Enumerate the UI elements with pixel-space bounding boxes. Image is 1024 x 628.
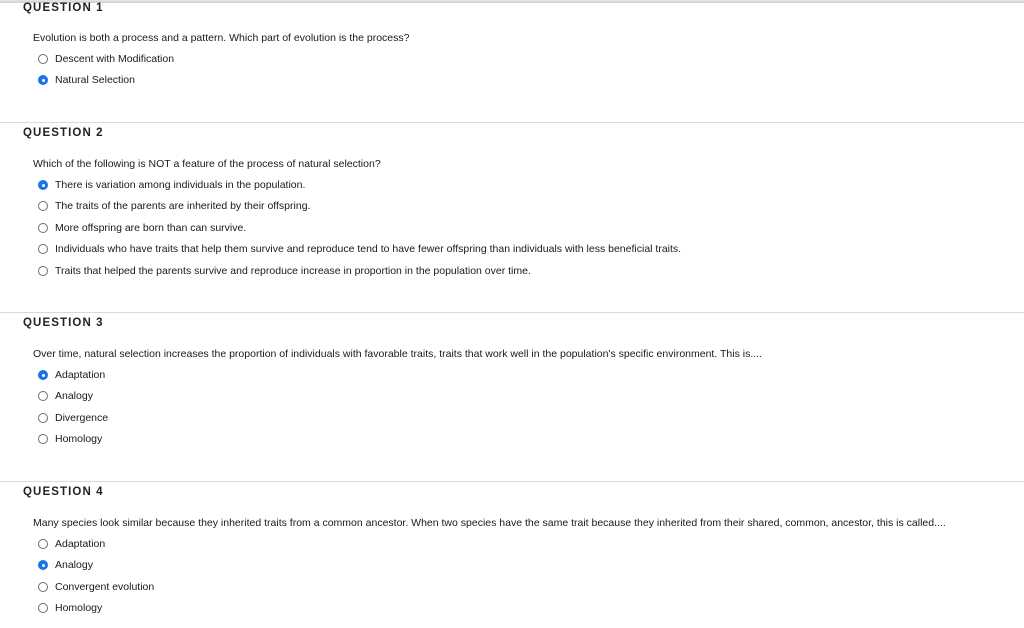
question-3 — [0, 312, 1024, 481]
answer-option-adaptation[interactable] — [38, 368, 105, 382]
answer-option-label: The traits of the parents are inherited by their offspring. — [55, 200, 311, 212]
question-header: QUESTION 4 — [23, 486, 104, 498]
answer-option-fewer-offspring[interactable] — [38, 242, 681, 256]
radio-button[interactable] — [38, 539, 48, 549]
answer-option-label: Adaptation — [55, 369, 106, 381]
answer-option-adaptation[interactable] — [38, 537, 105, 551]
question-header: QUESTION 3 — [23, 317, 104, 329]
question-prompt: Over time, natural selection increases the proportion of individuals with favorable traits, traits that work well in the population's specific environment. This is.... — [33, 348, 762, 360]
answer-option-label: Divergence — [55, 412, 109, 424]
question-divider — [0, 481, 1024, 482]
question-divider — [0, 0, 1024, 3]
radio-button-selected[interactable] — [38, 560, 48, 570]
answer-option-homology[interactable] — [38, 601, 102, 615]
answer-option-variation[interactable] — [38, 178, 305, 192]
answer-option-divergence[interactable] — [38, 411, 108, 425]
answer-option-traits-increase[interactable] — [38, 264, 531, 278]
radio-button[interactable] — [38, 582, 48, 592]
answer-option-label: Homology — [55, 433, 103, 445]
radio-button-selected[interactable] — [38, 75, 48, 85]
answer-option-convergent-evolution[interactable] — [38, 580, 154, 594]
question-1 — [0, 0, 1024, 122]
question-divider — [0, 122, 1024, 123]
answer-option-label: More offspring are born than can survive. — [55, 222, 247, 234]
answer-option-label: Descent with Modification — [55, 53, 175, 65]
answer-option-label: Adaptation — [55, 538, 106, 550]
radio-button[interactable] — [38, 54, 48, 64]
answer-option-traits-inherited[interactable] — [38, 199, 310, 213]
radio-button[interactable] — [38, 391, 48, 401]
question-header: QUESTION 2 — [23, 127, 104, 139]
answer-option-label: Convergent evolution — [55, 581, 155, 593]
answer-option-label: Analogy — [55, 559, 93, 571]
radio-button-selected[interactable] — [38, 180, 48, 190]
question-header: QUESTION 1 — [23, 2, 104, 14]
answer-option-label: Natural Selection — [55, 74, 135, 86]
question-2 — [0, 122, 1024, 312]
answer-option-more-offspring[interactable] — [38, 221, 246, 235]
answer-option-natural-selection[interactable] — [38, 73, 135, 87]
radio-button[interactable] — [38, 201, 48, 211]
answer-option-analogy[interactable] — [38, 558, 93, 572]
answer-option-homology[interactable] — [38, 432, 102, 446]
question-prompt: Evolution is both a process and a pattern. Which part of evolution is the process? — [33, 32, 410, 44]
answer-option-label: Homology — [55, 602, 103, 614]
radio-button[interactable] — [38, 266, 48, 276]
answer-option-label: Analogy — [55, 390, 93, 402]
answer-option-label: There is variation among individuals in the population. — [55, 179, 306, 191]
radio-button[interactable] — [38, 413, 48, 423]
question-prompt: Many species look similar because they inherited traits from a common ancestor. When two species have the same trait because they inherited from their shared, common, ancestor, this is called.... — [33, 517, 946, 529]
radio-button[interactable] — [38, 603, 48, 613]
radio-button[interactable] — [38, 223, 48, 233]
answer-option-label: Individuals who have traits that help them survive and reproduce tend to have fewer offspring than individuals with less beneficial traits. — [55, 243, 682, 255]
answer-option-label: Traits that helped the parents survive and reproduce increase in proportion in the population over time. — [55, 265, 531, 277]
radio-button[interactable] — [38, 244, 48, 254]
question-prompt: Which of the following is NOT a feature of the process of natural selection? — [33, 158, 381, 170]
answer-option-descent-with-modification[interactable] — [38, 52, 174, 66]
answer-option-analogy[interactable] — [38, 389, 93, 403]
question-divider — [0, 312, 1024, 313]
radio-button[interactable] — [38, 434, 48, 444]
radio-button-selected[interactable] — [38, 370, 48, 380]
question-4 — [0, 481, 1024, 628]
